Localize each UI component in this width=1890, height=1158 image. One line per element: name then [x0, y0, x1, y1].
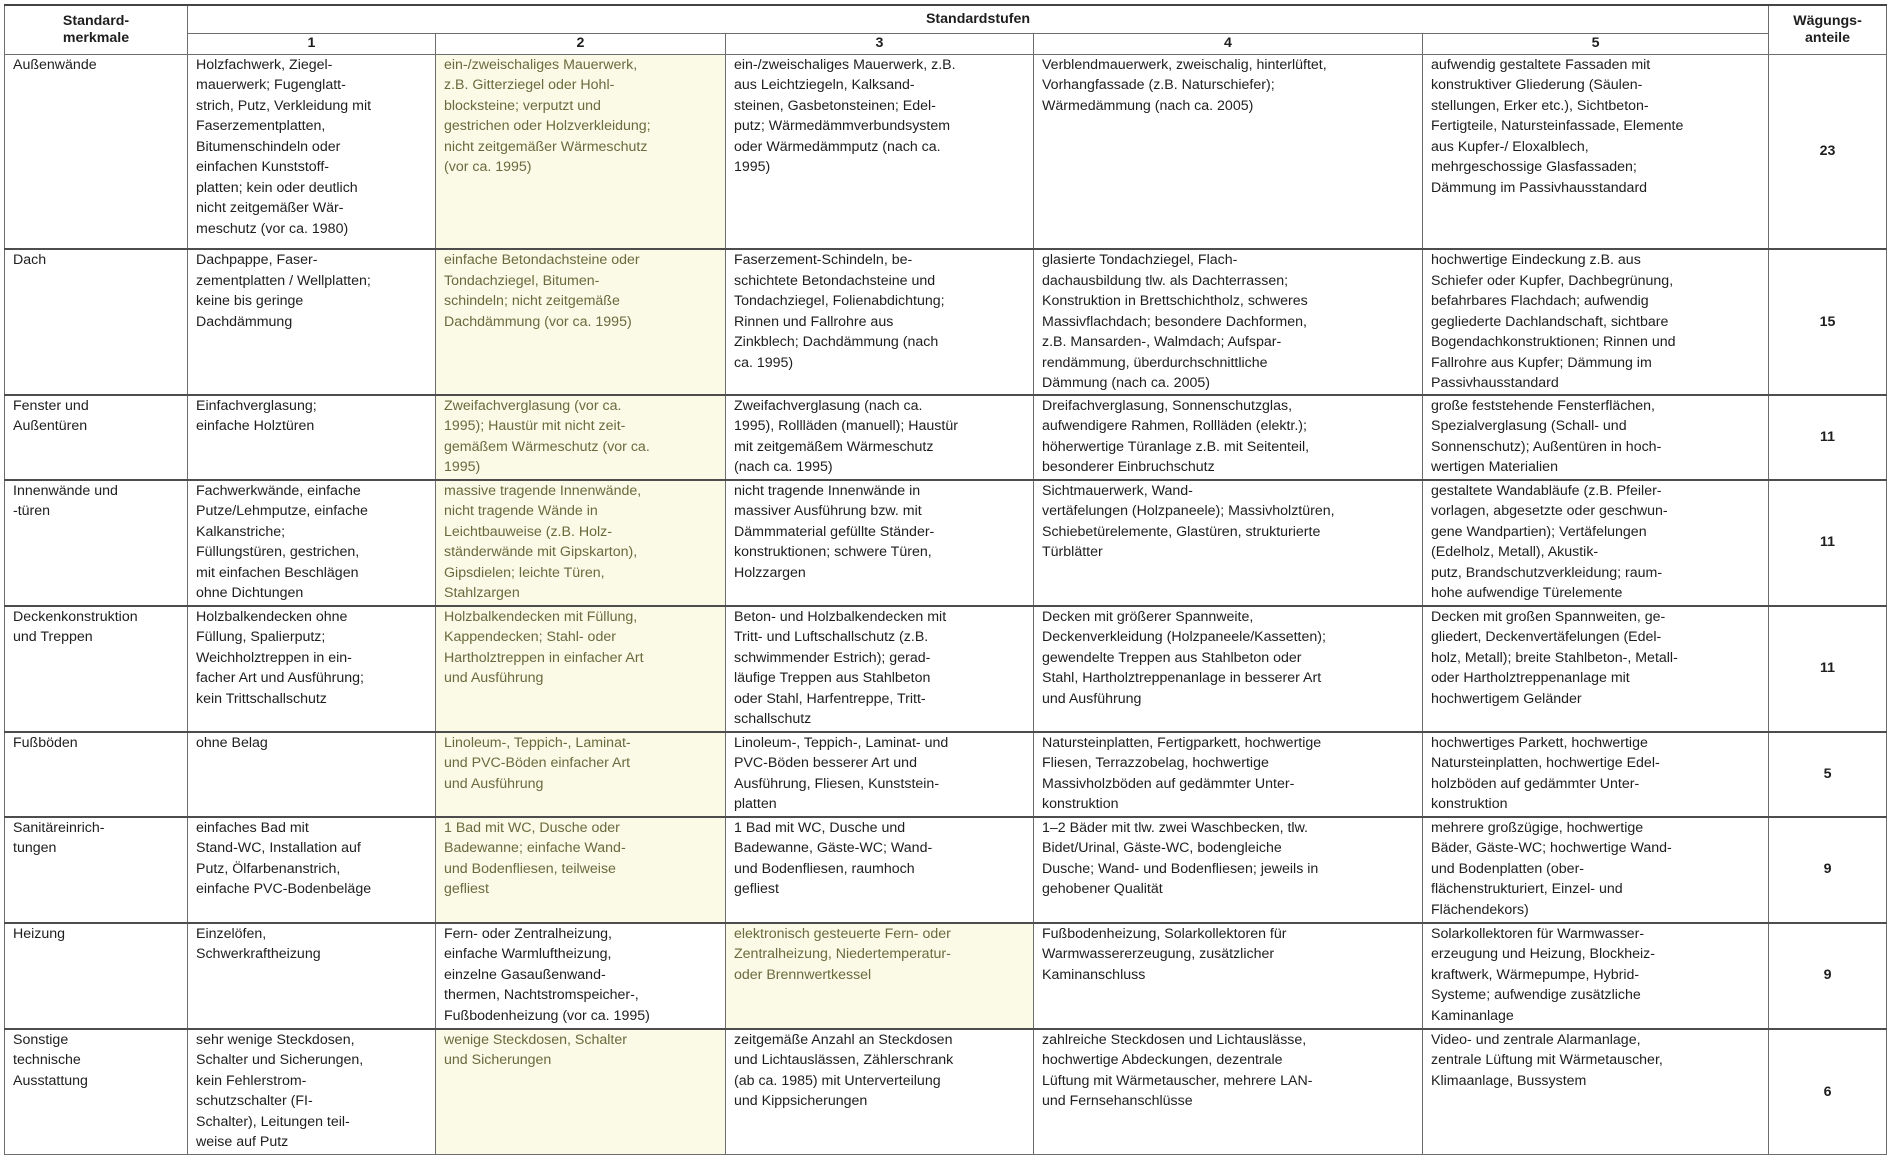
- weight-value: 6: [1769, 1029, 1887, 1155]
- level-cell: Sichtmauerwerk, Wand- vertäfelungen (Holzpaneele); Massivholztüren, Schiebetürelemente, Glastüren, strukturierte Türblätter: [1034, 480, 1423, 606]
- feature-label: Heizung: [5, 923, 188, 1029]
- level-cell: Einfachverglasung; einfache Holztüren: [188, 395, 436, 480]
- level-cell: zahlreiche Steckdosen und Lichtauslässe, hochwertige Abdeckungen, dezentrale Lüftung mit Wärmetauscher, mehrere LAN- und Fernsehanschlüsse: [1034, 1029, 1423, 1155]
- level-cell: Natursteinplatten, Fertigparkett, hochwertige Fliesen, Terrazzobelag, hochwertige Massivholzböden auf gedämmter Unter- konstruktion: [1034, 732, 1423, 817]
- feature-label: Deckenkonstruktion und Treppen: [5, 606, 188, 732]
- level-cell: nicht tragende Innenwände in massiver Ausführung bzw. mit Dämmmaterial gefüllte Ständer- konstruktionen; schwere Türen, Holzzargen: [726, 480, 1034, 606]
- table-row: [5, 54, 1887, 249]
- weight-value: 9: [1769, 817, 1887, 923]
- weight-value: 9: [1769, 923, 1887, 1029]
- table-row: [5, 923, 1887, 1029]
- level-cell: Zweifachverglasung (nach ca. 1995), Rollläden (manuell); Haustür mit zeitgemäßem Wärmeschutz (nach ca. 1995): [726, 395, 1034, 480]
- level-cell: Einzelöfen, Schwerkraftheizung: [188, 923, 436, 1029]
- weight-column-header: Wägungs- anteile: [1769, 5, 1887, 54]
- feature-label: Innenwände und -türen: [5, 480, 188, 606]
- level-cell-highlighted: 1 Bad mit WC, Dusche oder Badewanne; einfache Wand- und Bodenfliesen, teilweise gefliest: [436, 817, 726, 923]
- level-cell: Fern- oder Zentralheizung, einfache Warmluftheizung, einzelne Gasaußenwand- thermen, Nachtstromspeicher-, Fußbodenheizung (vor ca. 1995): [436, 923, 726, 1029]
- level-cell: sehr wenige Steckdosen, Schalter und Sicherungen, kein Fehlerstrom- schutzschalter (FI- Schalter), Leitungen teil- weise auf Putz: [188, 1029, 436, 1155]
- level-cell: glasierte Tondachziegel, Flach- dachausbildung tlw. als Dachterrassen; Konstruktion in Brettschichtholz, schweres Massivflachdach; besondere Dachformen, z.B. Mansarden-, Walmdach; Aufspar- rendämmung, überdurchschnittliche Dämmung (nach ca. 2005): [1034, 249, 1423, 395]
- level-header-2: 2: [436, 33, 726, 54]
- level-cell: gestaltete Wandabläufe (z.B. Pfeiler- vorlagen, abgesetzte oder geschwun- gene Wandpartien); Vertäfelungen (Edelholz, Metall), Akustik- putz, Brandschutzverkleidung; raum- hohe aufwendige Türelemente: [1423, 480, 1769, 606]
- level-cell: Fachwerkwände, einfache Putze/Lehmputze, einfache Kalkanstriche; Füllungstüren, gestrichen, mit einfachen Beschlägen ohne Dichtungen: [188, 480, 436, 606]
- level-cell-highlighted: wenige Steckdosen, Schalter und Sicherungen: [436, 1029, 726, 1155]
- level-cell: Faserzement-Schindeln, be- schichtete Betondachsteine und Tondachziegel, Folienabdichtung; Rinnen und Fallrohre aus Zinkblech; Dachdämmung (nach ca. 1995): [726, 249, 1034, 395]
- level-cell-highlighted: elektronisch gesteuerte Fern- oder Zentralheizung, Niedertemperatur- oder Brennwertkessel: [726, 923, 1034, 1029]
- level-cell: hochwertige Eindeckung z.B. aus Schiefer oder Kupfer, Dachbegrünung, befahrbares Flachdach; aufwendig gegliederte Dachlandschaft, sichtbare Bogendachkonstruktionen; Rinnen und Fallrohre aus Kupfer; Dämmung im Passivhausstandard: [1423, 249, 1769, 395]
- level-cell: einfaches Bad mit Stand-WC, Installation auf Putz, Ölfarbenanstrich, einfache PVC-Bodenbeläge: [188, 817, 436, 923]
- feature-label: Dach: [5, 249, 188, 395]
- standard-levels-table-wrapper: [4, 4, 1886, 1154]
- level-cell: Decken mit großen Spannweiten, ge- gliedert, Deckenvertäfelungen (Edel- holz, Metall); breite Stahlbeton-, Metall- oder Hartholztreppenanlage mit hochwertigem Geländer: [1423, 606, 1769, 732]
- level-header-1: 1: [188, 33, 436, 54]
- level-cell: hochwertiges Parkett, hochwertige Natursteinplatten, hochwertige Edel- holzböden auf gedämmter Unter- konstruktion: [1423, 732, 1769, 817]
- table-row: [5, 732, 1887, 817]
- level-cell: ein-/zweischaliges Mauerwerk, z.B. aus Leichtziegeln, Kalksand- steinen, Gasbetonsteinen; Edel- putz; Wärmedämmverbundsystem oder Wärmedämmputz (nach ca. 1995): [726, 54, 1034, 249]
- level-cell-highlighted: Linoleum-, Teppich-, Laminat- und PVC-Böden einfacher Art und Ausführung: [436, 732, 726, 817]
- level-cell: ohne Belag: [188, 732, 436, 817]
- level-cell-highlighted: ein-/zweischaliges Mauerwerk, z.B. Gitterziegel oder Hohl- blocksteine; verputzt und gestrichen oder Holzverkleidung; nicht zeitgemäßer Wärmeschutz (vor ca. 1995): [436, 54, 726, 249]
- feature-label: Sanitäreinrich- tungen: [5, 817, 188, 923]
- level-cell: Dreifachverglasung, Sonnenschutzglas, aufwendigere Rahmen, Rollläden (elektr.); höherwertige Türanlage z.B. mit Seitenteil, besonderer Einbruchschutz: [1034, 395, 1423, 480]
- level-cell-highlighted: massive tragende Innenwände, nicht tragende Wände in Leichtbauweise (z.B. Holz- ständerwände mit Gipskarton), Gipsdielen; leichte Türen, Stahlzargen: [436, 480, 726, 606]
- feature-label: Außenwände: [5, 54, 188, 249]
- feature-label: Sonstige technische Ausstattung: [5, 1029, 188, 1155]
- standard-levels-table: [4, 4, 1887, 1155]
- weight-value: 11: [1769, 606, 1887, 732]
- level-cell: Holzbalkendecken ohne Füllung, Spalierputz; Weichholztreppen in ein- facher Art und Ausführung; kein Trittschallschutz: [188, 606, 436, 732]
- level-header-3: 3: [726, 33, 1034, 54]
- level-cell: Fußbodenheizung, Solarkollektoren für Warmwassererzeugung, zusätzlicher Kaminanschluss: [1034, 923, 1423, 1029]
- table-row: [5, 480, 1887, 606]
- level-cell: Holzfachwerk, Ziegel- mauerwerk; Fugenglatt- strich, Putz, Verkleidung mit Faserzementplatten, Bitumenschindeln oder einfachen Kunststoff- platten; kein oder deutlich nicht zeitgemäßer Wär- meschutz (vor ca. 1980): [188, 54, 436, 249]
- level-cell: zeitgemäße Anzahl an Steckdosen und Lichtauslässen, Zählerschrank (ab ca. 1985) mit Unterverteilung und Kippsicherungen: [726, 1029, 1034, 1155]
- level-cell: Linoleum-, Teppich-, Laminat- und PVC-Böden besserer Art und Ausführung, Fliesen, Kunststein- platten: [726, 732, 1034, 817]
- weight-value: 23: [1769, 54, 1887, 249]
- table-row: [5, 249, 1887, 395]
- weight-value: 5: [1769, 732, 1887, 817]
- weight-value: 11: [1769, 480, 1887, 606]
- weight-value: 15: [1769, 249, 1887, 395]
- level-cell: aufwendig gestaltete Fassaden mit konstruktiver Gliederung (Säulen- stellungen, Erker etc.), Sichtbeton- Fertigteile, Natursteinfassade, Elemente aus Kupfer-/ Eloxalblech, mehrgeschossige Glasfassaden; Dämmung im Passivhausstandard: [1423, 54, 1769, 249]
- level-cell: 1 Bad mit WC, Dusche und Badewanne, Gäste-WC; Wand- und Bodenfliesen, raumhoch gefliest: [726, 817, 1034, 923]
- level-cell: Dachpappe, Faser- zementplatten / Wellplatten; keine bis geringe Dachdämmung: [188, 249, 436, 395]
- feature-label: Fußböden: [5, 732, 188, 817]
- level-cell: mehrere großzügige, hochwertige Bäder, Gäste-WC; hochwertige Wand- und Bodenplatten (ober- flächenstrukturiert, Einzel- und Flächendekors): [1423, 817, 1769, 923]
- level-cell: Solarkollektoren für Warmwasser- erzeugung und Heizung, Blockheiz- kraftwerk, Wärmepumpe, Hybrid- Systeme; aufwendige zusätzliche Kaminanlage: [1423, 923, 1769, 1029]
- level-header-4: 4: [1034, 33, 1423, 54]
- level-cell-highlighted: einfache Betondachsteine oder Tondachziegel, Bitumen- schindeln; nicht zeitgemäße Dachdämmung (vor ca. 1995): [436, 249, 726, 395]
- table-row: [5, 395, 1887, 480]
- level-cell: große feststehende Fensterflächen, Spezialverglasung (Schall- und Sonnenschutz); Außentüren in hoch- wertigen Materialien: [1423, 395, 1769, 480]
- weight-value: 11: [1769, 395, 1887, 480]
- level-cell-highlighted: Holzbalkendecken mit Füllung, Kappendecken; Stahl- oder Hartholztreppen in einfacher Art und Ausführung: [436, 606, 726, 732]
- level-cell: Decken mit größerer Spannweite, Deckenverkleidung (Holzpaneele/Kassetten); gewendelte Treppen aus Stahlbeton oder Stahl, Hartholztreppenanlage in besserer Art und Ausführung: [1034, 606, 1423, 732]
- level-cell: Beton- und Holzbalkendecken mit Tritt- und Luftschallschutz (z.B. schwimmender Estrich); gerad- läufige Treppen aus Stahlbeton oder Stahl, Harfentreppe, Tritt- schallschutz: [726, 606, 1034, 732]
- feature-column-header: Standard- merkmale: [5, 5, 188, 54]
- level-cell: Video- und zentrale Alarmanlage, zentrale Lüftung mit Wärmetauscher, Klimaanlage, Bussystem: [1423, 1029, 1769, 1155]
- levels-group-header: Standardstufen: [188, 5, 1769, 33]
- level-cell: Verblendmauerwerk, zweischalig, hinterlüftet, Vorhangfassade (z.B. Naturschiefer); Wärmedämmung (nach ca. 2005): [1034, 54, 1423, 249]
- table-row: [5, 606, 1887, 732]
- level-header-5: 5: [1423, 33, 1769, 54]
- feature-label: Fenster und Außentüren: [5, 395, 188, 480]
- level-cell: 1–2 Bäder mit tlw. zwei Waschbecken, tlw. Bidet/Urinal, Gäste-WC, bodengleiche Dusche; Wand- und Bodenfliesen; jeweils in gehobener Qualität: [1034, 817, 1423, 923]
- level-cell-highlighted: Zweifachverglasung (vor ca. 1995); Haustür mit nicht zeit- gemäßem Wärmeschutz (vor ca. 1995): [436, 395, 726, 480]
- table-row: [5, 1029, 1887, 1155]
- table-row: [5, 817, 1887, 923]
